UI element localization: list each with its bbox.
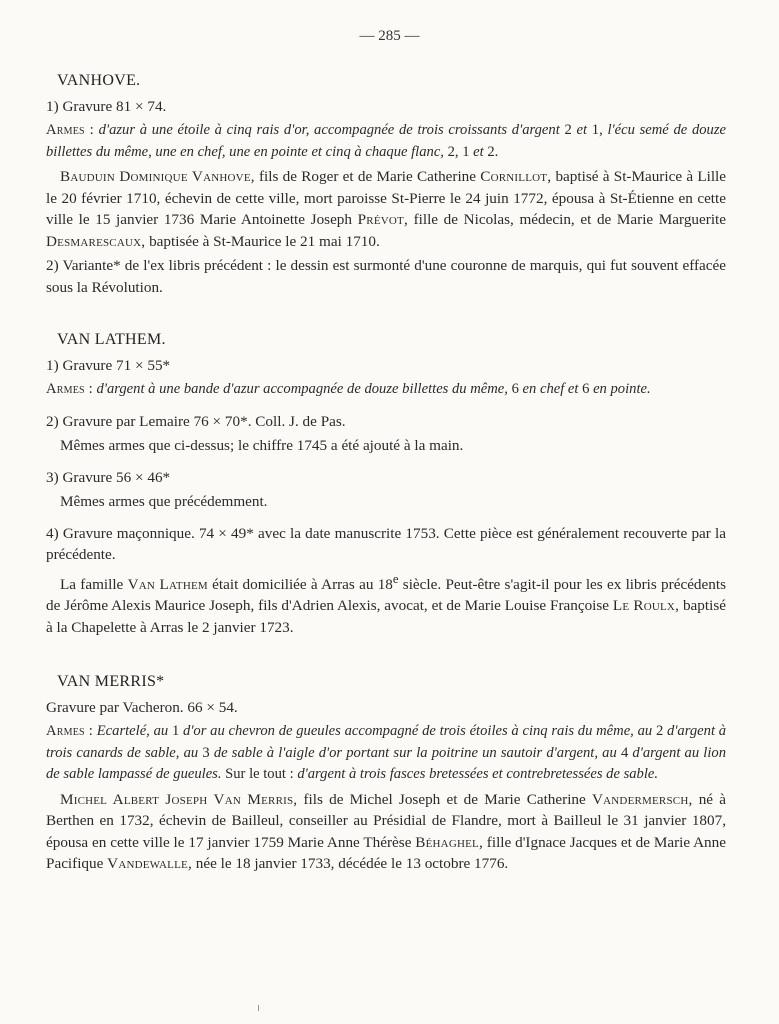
gravure-item-2: 2) Gravure par Lemaire 76 × 70*. Coll. J. de Pas.: [46, 412, 346, 430]
arms-description: Armes : d'azur à une étoile à cinq rais d'or, accompagnée de trois croissants d'argent 2 et 1, l'écu semé de douze billettes du même, une en chef, une en pointe et cinq à chaque flanc, 2, 1 et 2.: [46, 122, 726, 160]
section-title: VAN LATHEM.: [57, 331, 166, 348]
section-title: VAN MERRIS*: [57, 673, 165, 691]
gravure-line: Gravure par Vacheron. 66 × 54.: [46, 698, 238, 716]
gravure-item-3-note: Mêmes armes que précédemment.: [60, 493, 268, 510]
arms-label: Armes :: [46, 381, 93, 397]
biography-paragraph: Michel Albert Joseph Van Merris, fils de Michel Joseph et de Marie Catherine Vandermersch, né à Berthen en 1732, échevin de Bailleul, conseiller au Présidial de Flandre, mort à Bailleul le 31 janvier 1807, épousa en cette ville le 17 janvier 1759 Marie Anne Thérèse Béhaghel, fille d'Ignace Jacques et de Marie Anne Pacifique Vandewalle, née le 18 janvier 1733, décédée le 13 octobre 1776.: [46, 790, 726, 873]
section-title: VANHOVE.: [57, 72, 141, 89]
section-spacer: [46, 641, 726, 671]
arms-label: Armes :: [46, 723, 93, 740]
gravure-line: 1) Gravure 71 × 55*: [46, 356, 171, 374]
gravure-item-2-note: Mêmes armes que ci-dessus; le chiffre 1745 a été ajouté à la main.: [60, 437, 464, 454]
section-van-merris: [46, 671, 726, 875]
biography-paragraph: Bauduin Dominique Vanhove, fils de Roger et de Marie Catherine Cornillot, baptisé à St-Maurice à Lille le 20 février 1710, échevin de cette ville, mort paroisse St-Pierre le 24 juin 1772, épousa à St-Étienne en cette ville le 15 janvier 1736 Marie Antoinette Joseph Prévot, fille de Nicolas, médecin, et de Marie Marguerite Desmarescaux, baptisée à St-Maurice le 21 mai 1710.: [46, 168, 727, 250]
gravure-line: 1) Gravure 81 × 74.: [46, 97, 167, 115]
family-note: La famille Van Lathem était domiciliée à Arras au 18e siècle. Peut-être s'agit-il pour les ex libris précédents de Jérôme Alexis Maurice Joseph, fils d'Adrien Alexis, avocat, et de Marie Louise Françoise Le Roulx, baptisé à la Chapelette à Arras le 2 janvier 1723.: [46, 571, 726, 636]
gravure-item-3: 3) Gravure 56 × 46*: [46, 468, 171, 486]
section-van-lathem: [46, 329, 726, 638]
section-spacer: [46, 301, 726, 329]
gravure-item-4: 4) Gravure maçonnique. 74 × 49* avec la date manuscrite 1753. Cette pièce est généralement recouverte par la précédente.: [46, 524, 726, 563]
page-content: [46, 70, 726, 878]
arms-description: Armes : d'argent à une bande d'azur accompagnée de douze billettes du même, 6 en chef et 6 en pointe.: [46, 381, 651, 397]
arms-label: Armes :: [46, 122, 94, 138]
page-speck: [258, 1005, 259, 1011]
arms-description: Armes : Ecartelé, au 1 d'or au chevron de gueules accompagné de trois étoiles à cinq rais du même, au 2 d'argent à trois canards de sable, au 3 de sable à l'aigle d'or portant sur la poitrine un sautoir d'argent, au 4 d'argent au lion de sable lampassé de gueules. Sur le tout : d'argent à trois fasces bretessées et contrebretessées de sable.: [46, 723, 727, 783]
variant-line: 2) Variante* de l'ex libris précédent : le dessin est surmonté d'une couronne de marquis, qui fut souvent effacée sous la Révolution.: [46, 257, 726, 296]
page-number: — 285 —: [359, 28, 420, 44]
section-vanhove: [46, 70, 726, 298]
